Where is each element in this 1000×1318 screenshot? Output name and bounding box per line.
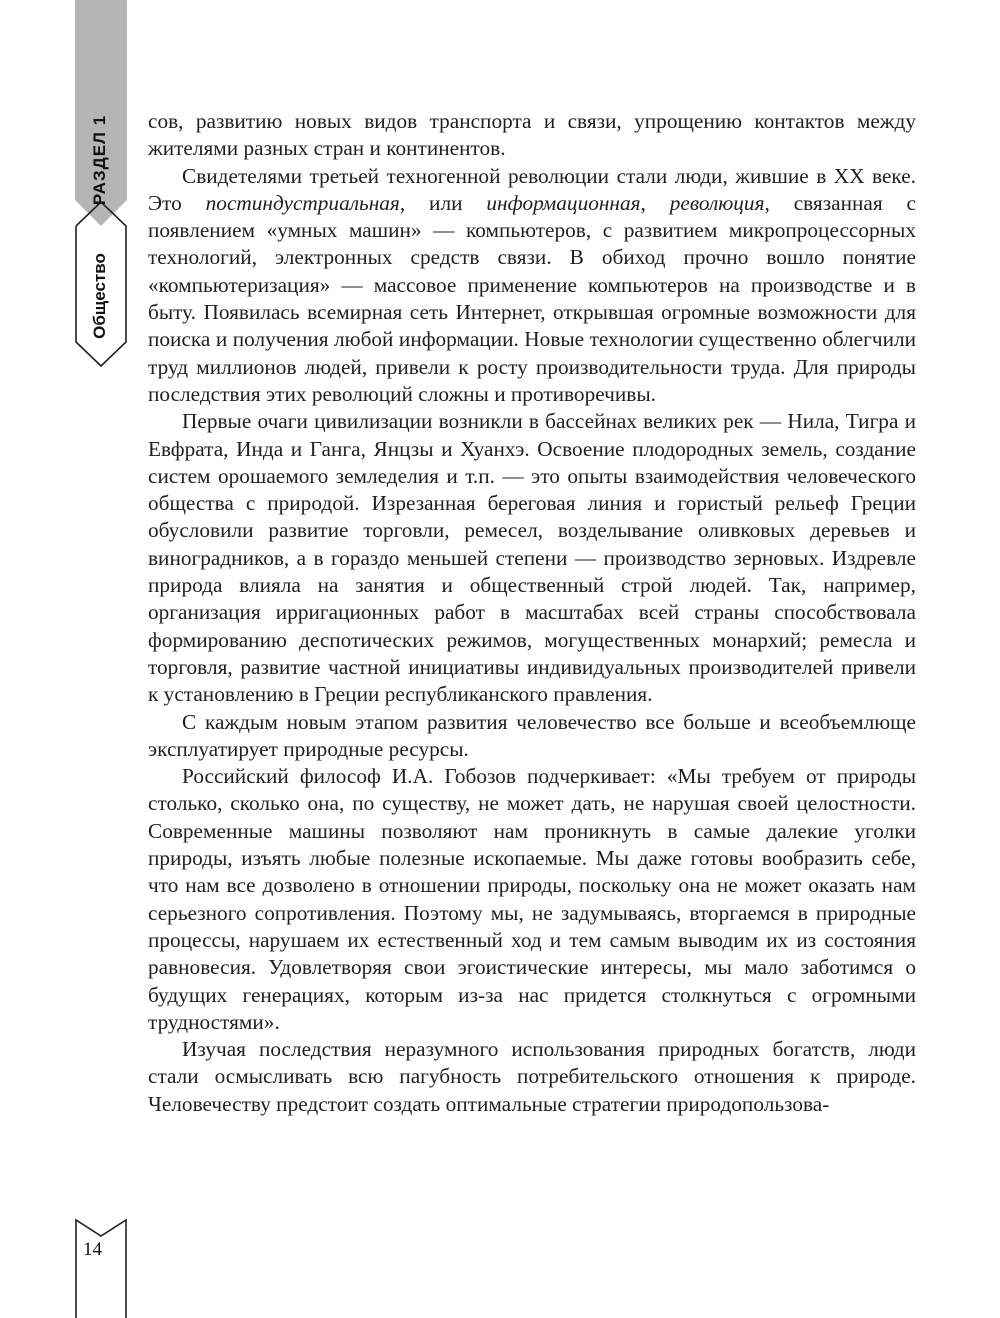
paragraph-6: Изучая последствия неразумного использования природных богатств, люди стали осмысливать всю пагубность потребительского отношения к природе. Человечеству предстоит создать оптимальные стратегии природопользова- <box>148 1037 916 1116</box>
paragraph-2: Свидетелями третьей техногенной революции стали люди, жившие в XX веке. Это постиндустриальная, или информационная, революция, связанная с появлением «умных машин» — компьютеров, с развитием микропроцессорных технологий, электронных средств связи. В обиход прочно вошло понятие «компьютеризация» — массовое применение компьютеров на производстве и в быту. Появилась всемирная сеть Интернет, открывшая огромные возможности для поиска и получения любой информации. Новые технологии существенно облегчили труд миллионов людей, привели к росту производительности труда. Для природы последствия этих революций сложны и противоречивы. <box>148 163 916 406</box>
subject-label: Общество <box>90 253 109 339</box>
paragraph-3: Первые очаги цивилизации возникли в бассейнах великих рек — Нила, Тигра и Евфрата, Инда и Ганга, Янцзы и Хуанхэ. Освоение плодородных земель, создание систем орошаемого земледелия и т.п. — это опыты взаимодействия человеческого общества с природой. Изрезанная береговая линия и гористый рельеф Греции обусловили развитие торговли, ремесел, возделывание оливковых деревьев и виноградников, а в гораздо меньшей степени — производство зерновых. Издревле природа влияла на занятия и общественный строй людей. Так, например, организация ирригационных работ в масштабах всей страны способствовала формированию деспотических режимов, могущественных монархий; ремесла и торговля, развитие частной инициативы индивидуальных производителей привели к установлению в Греции республиканского правления. <box>148 409 916 707</box>
page-number-tag <box>75 1218 127 1318</box>
paragraph-4: С каждым новым этапом развития человечество все больше и всеобъемлюще эксплуатирует природные ресурсы. <box>148 709 916 761</box>
term-revolution: революция <box>669 190 765 215</box>
paragraph-5: Российский философ И.А. Гобозов подчеркивает: «Мы требуем от природы столько, сколько она, по существу, не может дать, не нарушая своей целостности. Современные машины позволяют нам проникнуть в самые далекие уголки природы, изъять любые полезные ископаемые. Мы даже готовы вообразить себе, что нам все дозволено в отношении природы, поскольку она не может оказать нам серьезного сопротивления. Поэтому мы, не задумываясь, вторгаемся в природные процессы, нарушаем их естественный ход и тем самым выводим их из состояния равновесия. Удовлетворяя свои эгоистические интересы, мы мало заботимся о будущих генерациях, которым из-за нас придется столкнуться с огромными трудностями». <box>148 764 916 1034</box>
body-text <box>148 108 916 1118</box>
term-informational: информационная <box>486 190 641 215</box>
page-number: 14 <box>83 1239 102 1260</box>
section-label: РАЗДЕЛ 1 <box>90 114 109 206</box>
paragraph-1: сов, развитию новых видов транспорта и связи, упрощению контактов между жителями разных стран и континентов. <box>148 109 916 161</box>
term-postindustrial: постиндустриальная <box>205 190 400 215</box>
